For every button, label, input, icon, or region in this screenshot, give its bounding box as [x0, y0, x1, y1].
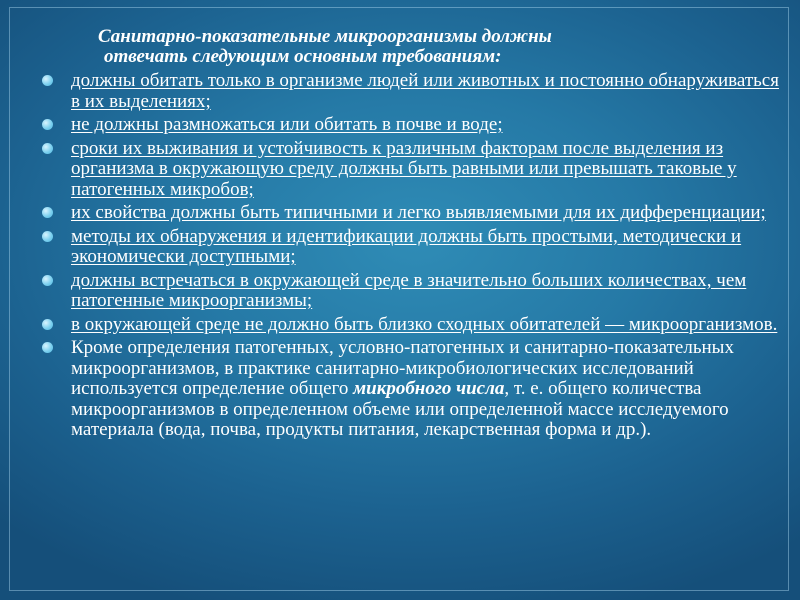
list-item — [41, 115, 781, 136]
requirements-list — [41, 71, 781, 441]
circle-bullet-icon — [42, 207, 53, 218]
list-item-text: должны встречаться в окружающей среде в значительно больших количествах, чем патогенные микроорганизмы; — [71, 269, 747, 311]
circle-bullet-icon — [42, 75, 53, 86]
heading-line-2: отвечать следующим основным требованиям: — [104, 46, 502, 67]
final-paragraph-text-after: , т. е. общего количества микроорганизмов в определенном объеме или определенной массе исследуемого материала (вода, почва, продукты питания, лекарственная форма и др.). — [71, 378, 729, 440]
microbial-number-term: микробного числа — [353, 378, 505, 399]
circle-bullet-icon — [42, 231, 53, 242]
circle-bullet-icon — [42, 319, 53, 330]
list-item — [41, 203, 781, 224]
final-paragraph-text-before: Кроме определения патогенных, условно-патогенных и санитарно-показательных микроорганизмов, в практике санитарно-микробиологических исследований используется определение общего — [71, 337, 734, 399]
list-item-text: методы их обнаружения и идентификации должны быть простыми, методически и экономически доступными; — [71, 225, 742, 267]
list-item — [41, 139, 781, 201]
list-item-text: должны обитать только в организме людей или животных и постоянно обнаруживаться в их выделениях; — [71, 70, 779, 112]
list-item — [41, 227, 781, 268]
list-item-text: не должны размножаться или обитать в почве и воде; — [71, 114, 503, 135]
list-item — [41, 315, 781, 336]
circle-bullet-icon — [42, 342, 53, 353]
list-item-text: их свойства должны быть типичными и легко выявляемыми для их дифференциации; — [71, 202, 766, 223]
list-item-text: сроки их выживания и устойчивость к различным факторам после выделения из организма в окружающую среду должны быть равными или превышать таковые у патогенных микробов; — [71, 137, 737, 200]
list-item — [41, 271, 781, 312]
slide-heading — [98, 27, 781, 67]
final-paragraph — [41, 338, 781, 441]
list-item — [41, 71, 781, 112]
circle-bullet-icon — [42, 119, 53, 130]
circle-bullet-icon — [42, 275, 53, 286]
circle-bullet-icon — [42, 143, 53, 154]
slide-content — [41, 27, 781, 444]
list-item-text: в окружающей среде не должно быть близко сходных обитателей — микроорганизмов. — [71, 313, 778, 335]
heading-line-1: Санитарно-показательные микроорганизмы должны — [98, 26, 552, 47]
